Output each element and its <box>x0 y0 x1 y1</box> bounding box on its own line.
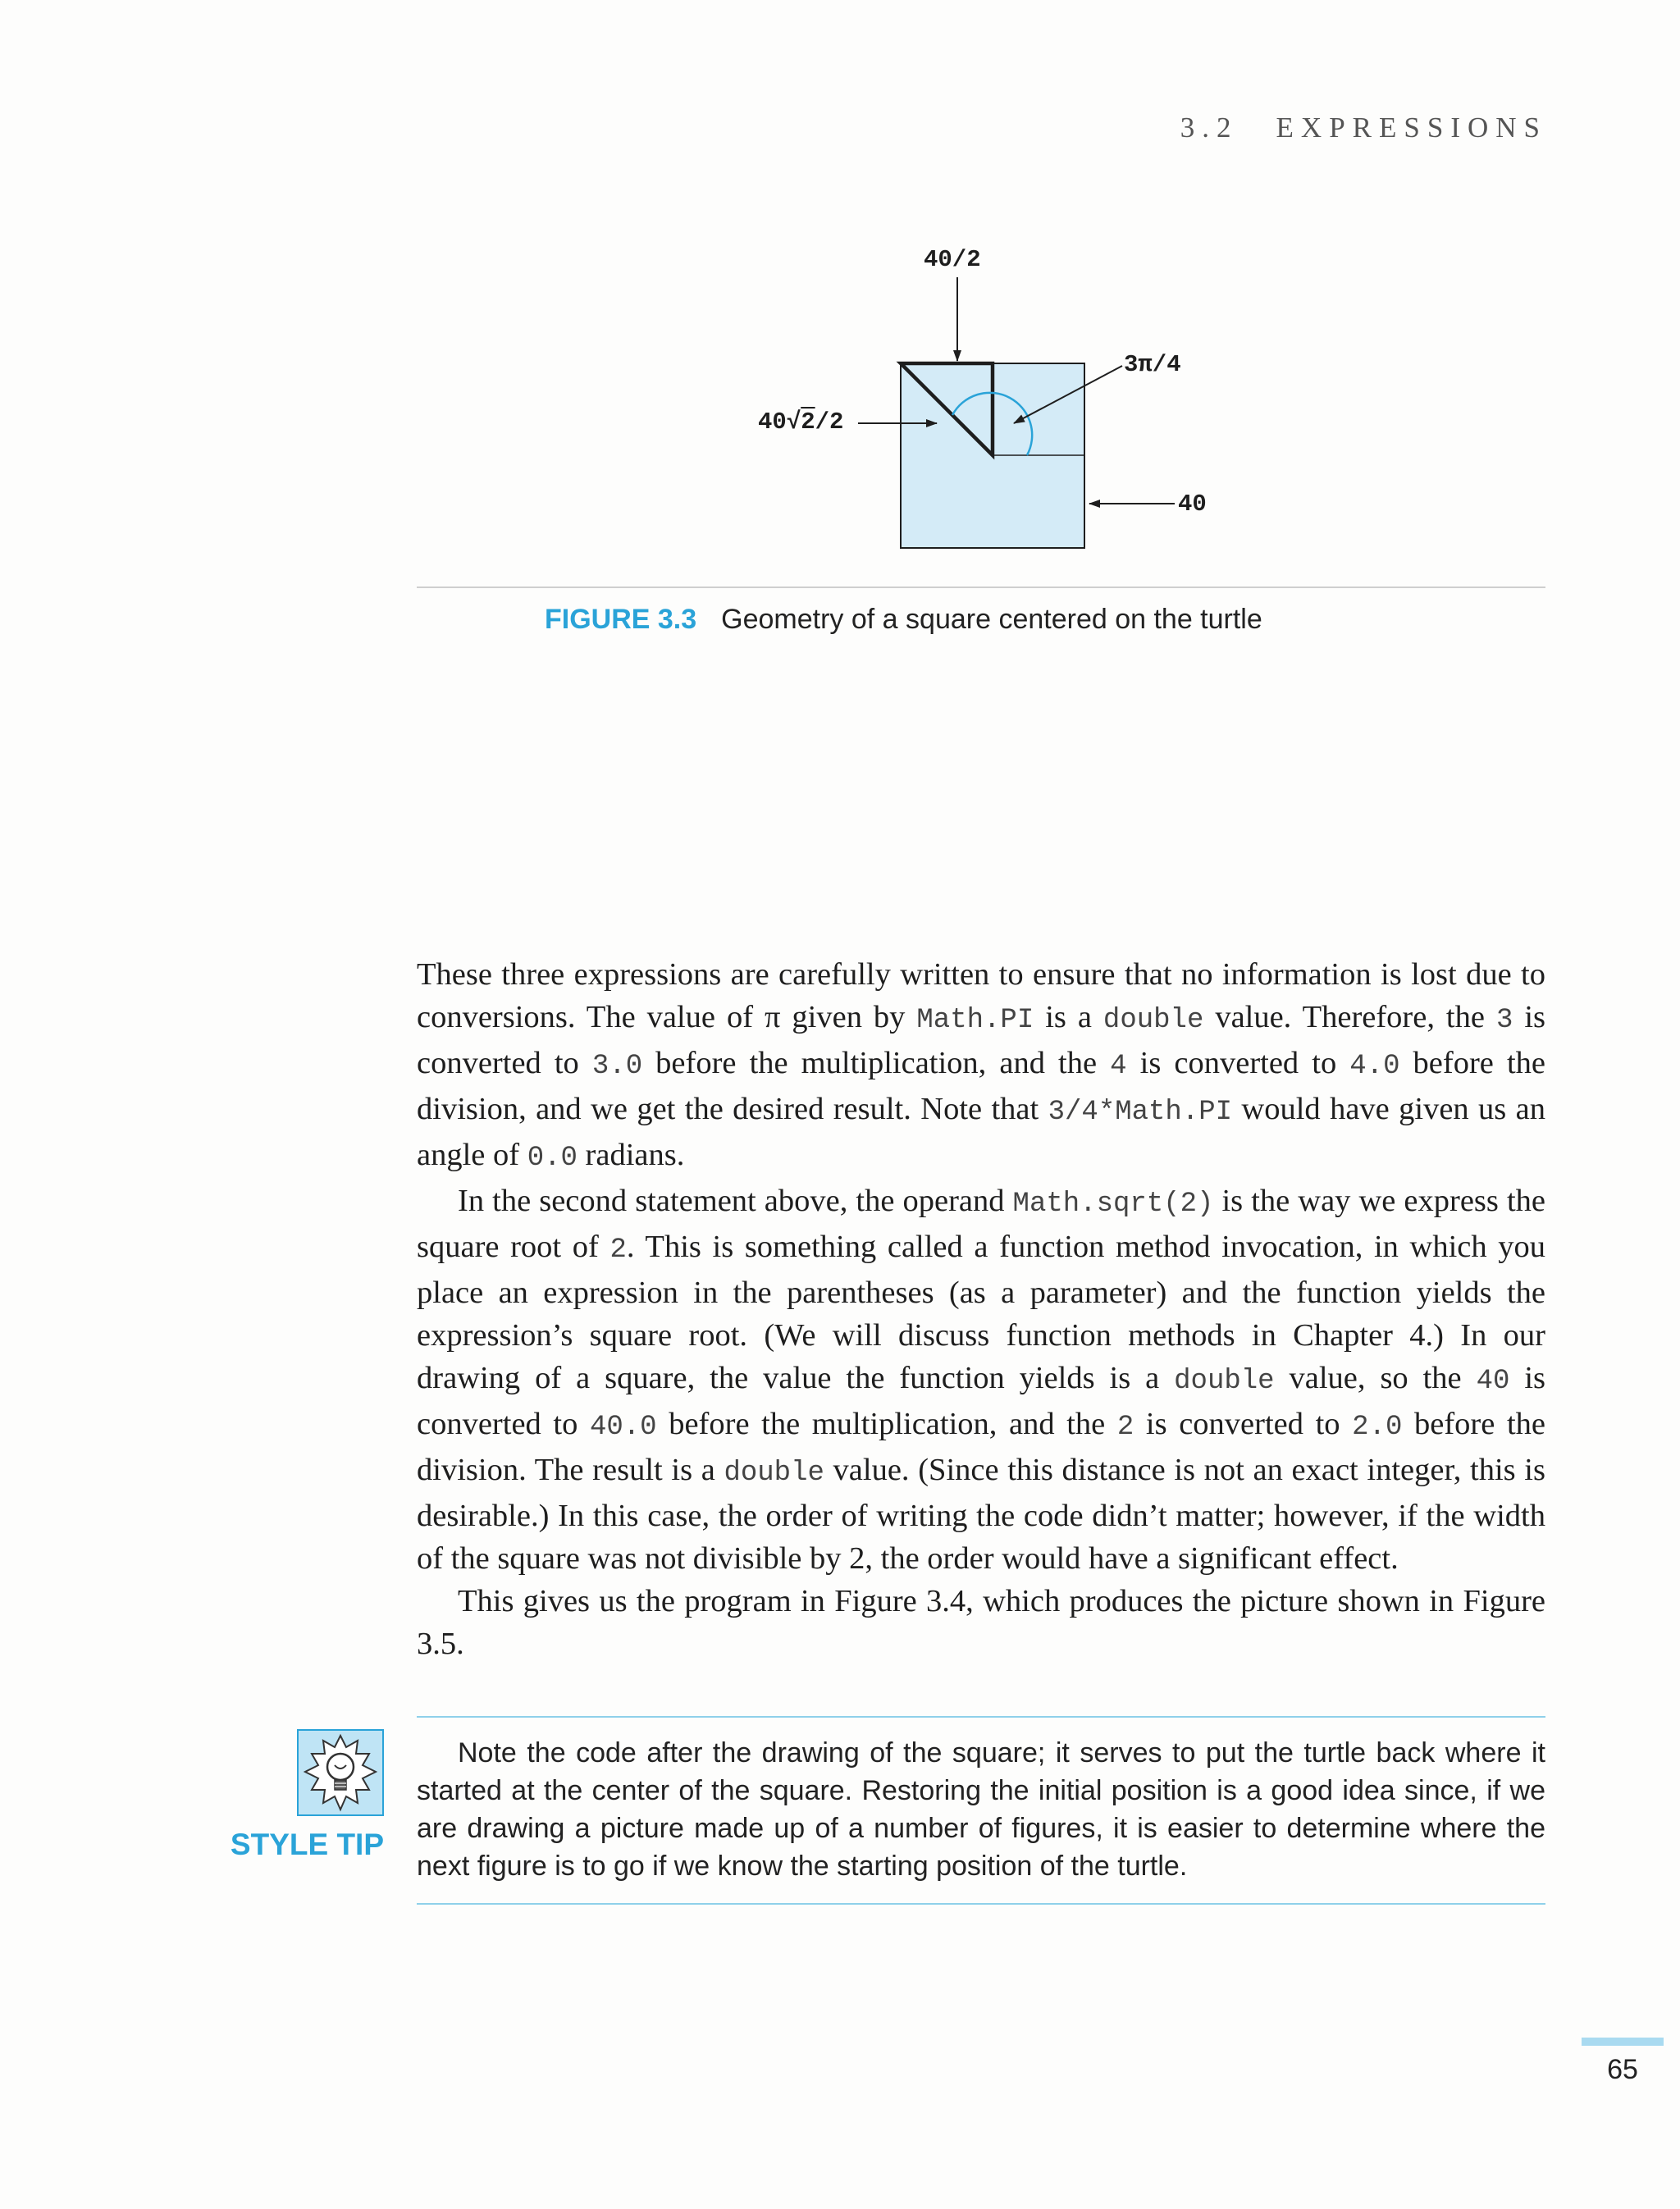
text-run: is the way we express the square root of <box>417 1184 1545 1264</box>
inline-code: double <box>724 1458 824 1489</box>
text-run: This gives us the program in Figure 3.4, which produces the picture shown in Figure 3.5. <box>417 1584 1545 1661</box>
style-tip-text: Note the code after the drawing of the square; it serves to put the turtle back where it started at the center of the square. Restoring the initial position is a good idea since, if we are drawing a picture made up of a number of figures, it is easier to determine where the next figure is to go if we know the starting position of the turtle. <box>417 1737 1545 1882</box>
inline-code: 3.0 <box>591 1051 643 1082</box>
paragraph-3 <box>417 1580 1545 1665</box>
text-run: value, so the <box>1274 1361 1477 1395</box>
diagonal-prefix: 40 <box>758 408 787 436</box>
inline-code: 4.0 <box>1349 1051 1400 1082</box>
text-run: before the division, and we get the desired result. Note that <box>417 1046 1545 1126</box>
lightbulb-icon <box>297 1729 384 1816</box>
text-run: These three expressions are carefully written to ensure that no information is lost due to conversions. The value of π given by <box>417 957 1545 1034</box>
section-number: 3.2 <box>1180 112 1239 144</box>
figure-caption <box>545 604 1262 636</box>
inline-code: double <box>1174 1366 1275 1397</box>
diagonal-suffix: /2 <box>815 408 844 436</box>
text-run: is converted to <box>417 1361 1546 1441</box>
style-tip-label: STYLE TIP <box>230 1828 384 1861</box>
text-run: is converted to <box>417 1000 1545 1080</box>
caption-text: Geometry of a square centered on the turtle <box>721 604 1262 635</box>
inline-code: Math.sqrt(2) <box>1012 1189 1214 1220</box>
text-run: In the second statement above, the operand <box>458 1184 1013 1218</box>
figure-3-3 <box>0 230 1680 640</box>
figure-rule <box>417 586 1545 588</box>
inline-code: 3/4*Math.PI <box>1048 1097 1233 1128</box>
label-side: 40 <box>1178 491 1207 518</box>
inline-code: 2 <box>1116 1412 1134 1443</box>
paragraph-2 <box>417 1180 1545 1580</box>
body-text <box>417 953 1545 1665</box>
text-run: . This is something called a function method invocation, in which you place an expression in the parentheses (as a parameter) and the function yields the expression’s square root. (We will discuss function methods in Chapter 4.) In our drawing of a square, the value the function yields is a <box>417 1230 1545 1395</box>
page-tab <box>1582 2038 1664 2046</box>
text-run: value. (Since this distance is not an exact integer, this is desirable.) In this case, the order of writing the code didn’t matter; however, if the width of the square was not divisible by 2, the order would have a significant effect. <box>417 1453 1545 1576</box>
text-run: is a <box>1034 1000 1103 1034</box>
text-run: is converted to <box>1126 1046 1350 1080</box>
label-half-width: 40/2 <box>924 246 981 273</box>
inline-code: 2 <box>609 1235 627 1266</box>
inline-code: 4 <box>1110 1051 1127 1082</box>
inline-code: double <box>1102 1005 1204 1036</box>
inline-code: 2.0 <box>1352 1412 1403 1443</box>
inline-code: 0.0 <box>527 1143 578 1174</box>
inline-code: 40.0 <box>589 1412 657 1443</box>
text-run: radians. <box>577 1138 685 1172</box>
style-tip-box <box>417 1716 1545 1905</box>
text-run: value. Therefore, the <box>1203 1000 1496 1034</box>
label-angle: 3π/4 <box>1124 351 1181 378</box>
text-run: would have given us an angle of <box>417 1092 1545 1172</box>
page-number: 65 <box>1607 2054 1638 2085</box>
inline-code: Math.PI <box>916 1005 1034 1036</box>
label-diagonal <box>758 408 843 436</box>
text-run: is converted to <box>1134 1407 1353 1441</box>
inline-code: 3 <box>1495 1005 1513 1036</box>
inline-code: 40 <box>1476 1366 1510 1397</box>
text-run: before the multiplication, and the <box>642 1046 1111 1080</box>
diagonal-radicand: 2 <box>801 408 815 436</box>
running-head <box>1180 112 1547 144</box>
section-title: EXPRESSIONS <box>1276 112 1547 144</box>
text-run: before the multiplication, and the <box>656 1407 1117 1441</box>
text-run: before the division. The result is a <box>417 1407 1545 1487</box>
radical-sign: √ <box>786 408 801 436</box>
paragraph-1 <box>417 953 1545 1180</box>
caption-number: FIGURE 3.3 <box>545 604 697 635</box>
